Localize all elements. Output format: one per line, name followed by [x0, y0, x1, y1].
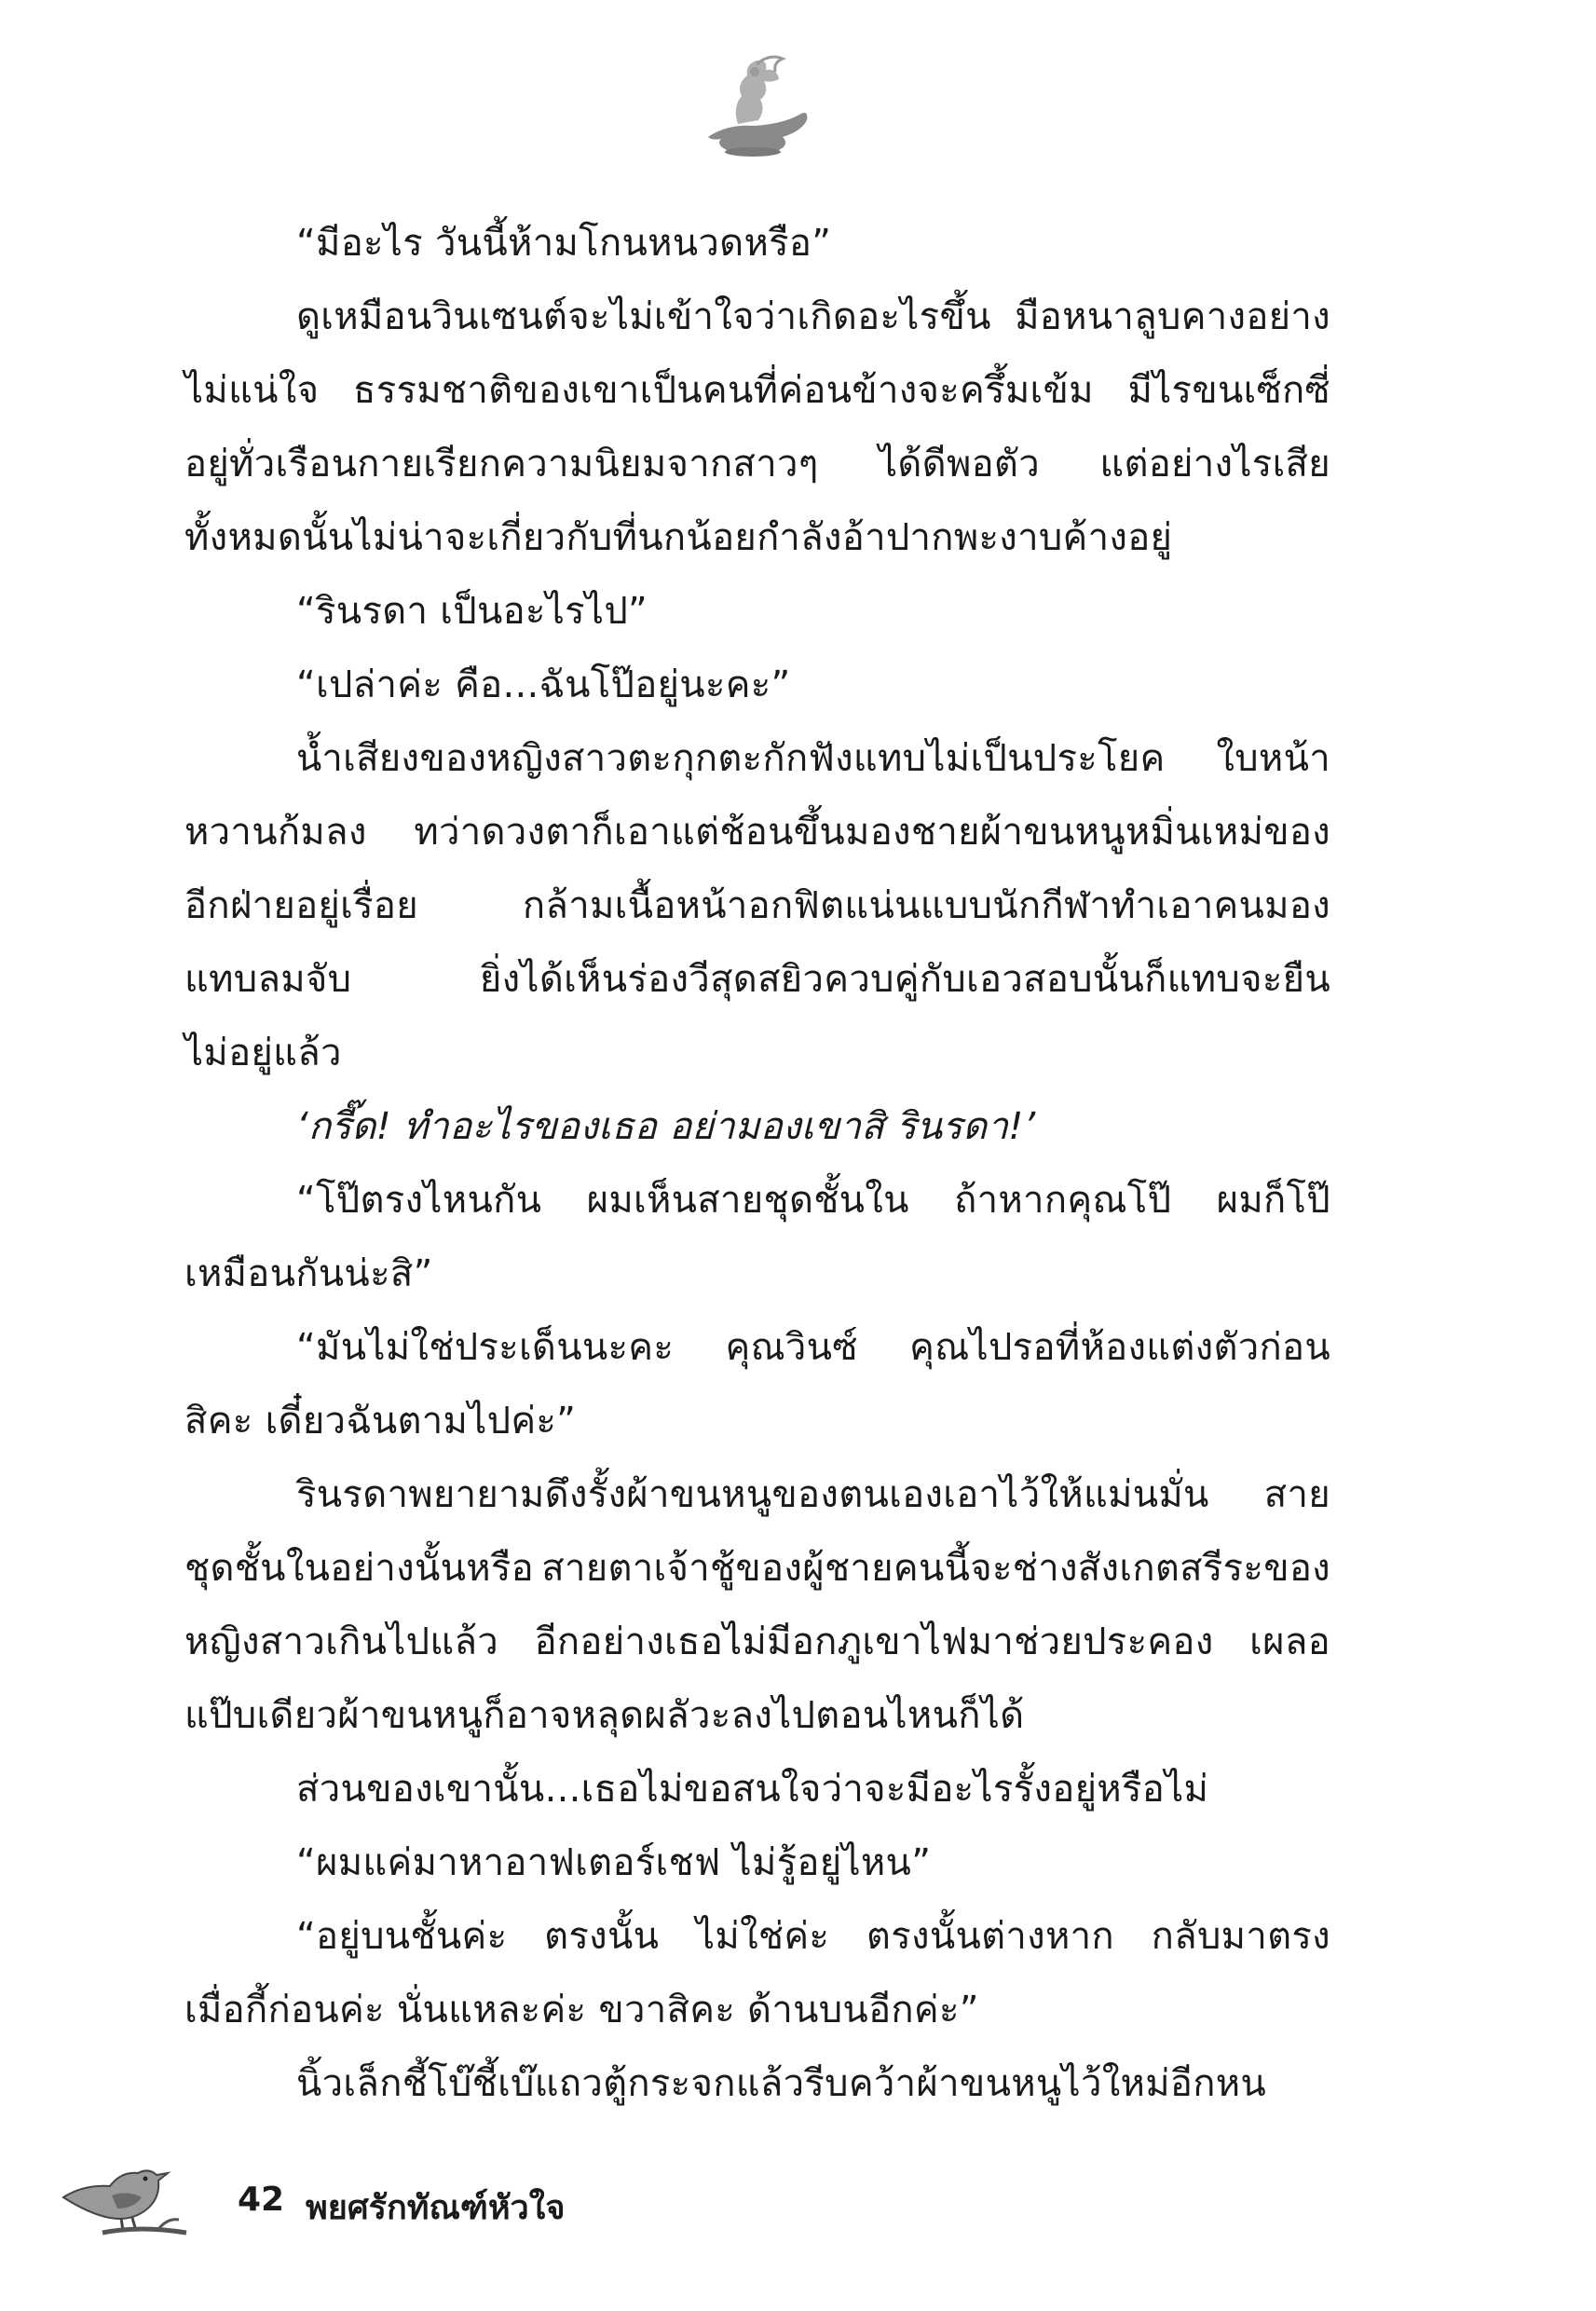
line-text: ชุดชั้นในอย่างนั้นหรือ สายตาเจ้าชู้ของผู้ชายคนนี้จะช่างสังเกตสรีระของ — [184, 1547, 1330, 1590]
text-line — [184, 869, 1330, 943]
line-text: แทบลมจับ ยิ่งได้เห็นร่องวีสุดสยิวควบคู่กับเอวสอบนั้นก็แทบจะยืน — [184, 958, 1330, 1001]
text-line — [184, 943, 1330, 1017]
line-text: อีกฝ่ายอยู่เรื่อย กล้ามเนื้อหน้าอกฟิตแน่นแบบนักกีฬาทำเอาคนมอง — [184, 884, 1330, 927]
text-line — [184, 796, 1330, 869]
text-line: แป๊บเดียวผ้าขนหนูก็อาจหลุดผลัวะลงไปตอนไหนก็ได้ — [184, 1694, 1025, 1737]
text-line: เหมือนกันน่ะสิ” — [184, 1252, 433, 1295]
text-line: “รินรดา เป็นอะไรไป” — [296, 590, 648, 633]
text-line: “ผมแค่มาหาอาฟเตอร์เชฟ ไม่รู้อยู่ไหน” — [296, 1841, 932, 1884]
line-text: “โป๊ตรงไหนกัน ผมเห็นสายชุดชั้นใน ถ้าหากคุณโป๊ ผมก็โป๊ — [296, 1179, 1330, 1222]
text-line: ไม่อยู่แล้ว — [184, 1032, 342, 1074]
line-text: หวานก้มลง ทว่าดวงตาก็เอาแต่ช้อนขึ้นมองชายผ้าขนหนูหมิ่นเหม่ของ — [184, 811, 1330, 854]
line-text: ไม่แน่ใจ ธรรมชาติของเขาเป็นคนที่ค่อนข้างจะครึ้มเข้ม มีไรขนเซ็กซี่ — [184, 369, 1330, 412]
text-line — [184, 354, 1330, 428]
text-line: “เปล่าค่ะ คือ...ฉันโป๊อยู่นะคะ” — [296, 663, 791, 706]
text-line: ส่วนของเขานั้น...เธอไม่ขอสนใจว่าจะมีอะไรรั้งอยู่หรือไม่ — [296, 1768, 1209, 1811]
text-line — [184, 1532, 1330, 1606]
line-text: ดูเหมือนวินเซนต์จะไม่เข้าใจว่าเกิดอะไรขึ้น มือหนาลูบคางอย่าง — [296, 295, 1330, 338]
book-title: พยศรักทัณฑ์หัวใจ — [306, 2189, 566, 2227]
line-text: รินรดาพยายามดึงรั้งผ้าขนหนูของตนเองเอาไว้ให้แม่นมั่น สาย — [296, 1473, 1330, 1516]
page-number: 42 — [238, 2181, 285, 2219]
line-text: น้ำเสียงของหญิงสาวตะกุกตะกักฟังแทบไม่เป็นประโยค ใบหน้า — [296, 737, 1330, 780]
text-line: ทั้งหมดนั้นไม่น่าจะเกี่ยวกับที่นกน้อยกำลังอ้าปากพะงาบค้างอยู่ — [184, 516, 1173, 559]
text-line: ‘กรี๊ด! ทำอะไรของเธอ อย่ามองเขาสิ รินรดา!’ — [296, 1105, 1036, 1148]
text-line: เมื่อกี้ก่อนค่ะ นั่นแหละค่ะ ขวาสิคะ ด้านบนอีกค่ะ” — [184, 1989, 979, 2031]
text-line — [184, 1606, 1330, 1679]
text-line: “มีอะไร วันนี้ห้ามโกนหนวดหรือ” — [296, 222, 832, 265]
bird-icon — [56, 2143, 214, 2246]
line-text: อยู่ทั่วเรือนกายเรียกความนิยมจากสาวๆ ได้ดีพอตัว แต่อย่างไรเสีย — [184, 443, 1330, 485]
body-text — [184, 207, 1330, 2121]
text-line — [184, 1164, 1330, 1238]
line-text: หญิงสาวเกินไปแล้ว อีกอย่างเธอไม่มีอกภูเขาไฟมาช่วยประคอง เผลอ — [184, 1620, 1330, 1663]
text-line — [184, 280, 1330, 354]
text-line — [184, 1311, 1330, 1385]
text-line — [184, 1458, 1330, 1532]
text-line — [184, 722, 1330, 796]
text-line: สิคะ เดี๋ยวฉันตามไปค่ะ” — [184, 1400, 577, 1443]
text-line — [184, 428, 1330, 501]
page-footer — [56, 2143, 615, 2255]
text-line: นิ้วเล็กชี้โบ๊ชี้เบ๊แถวตู้กระจกแล้วรีบคว้าผ้าขนหนูไว้ใหม่อีกหน — [296, 2062, 1267, 2105]
genie-lamp-icon — [689, 51, 815, 163]
line-text: “อยู่บนชั้นค่ะ ตรงนั้น ไม่ใช่ค่ะ ตรงนั้นต่างหาก กลับมาตรง — [296, 1915, 1330, 1958]
line-text: “มันไม่ใช่ประเด็นนะคะ คุณวินซ์ คุณไปรอที่ห้องแต่งตัวก่อน — [296, 1326, 1330, 1369]
text-line — [184, 1900, 1330, 1974]
